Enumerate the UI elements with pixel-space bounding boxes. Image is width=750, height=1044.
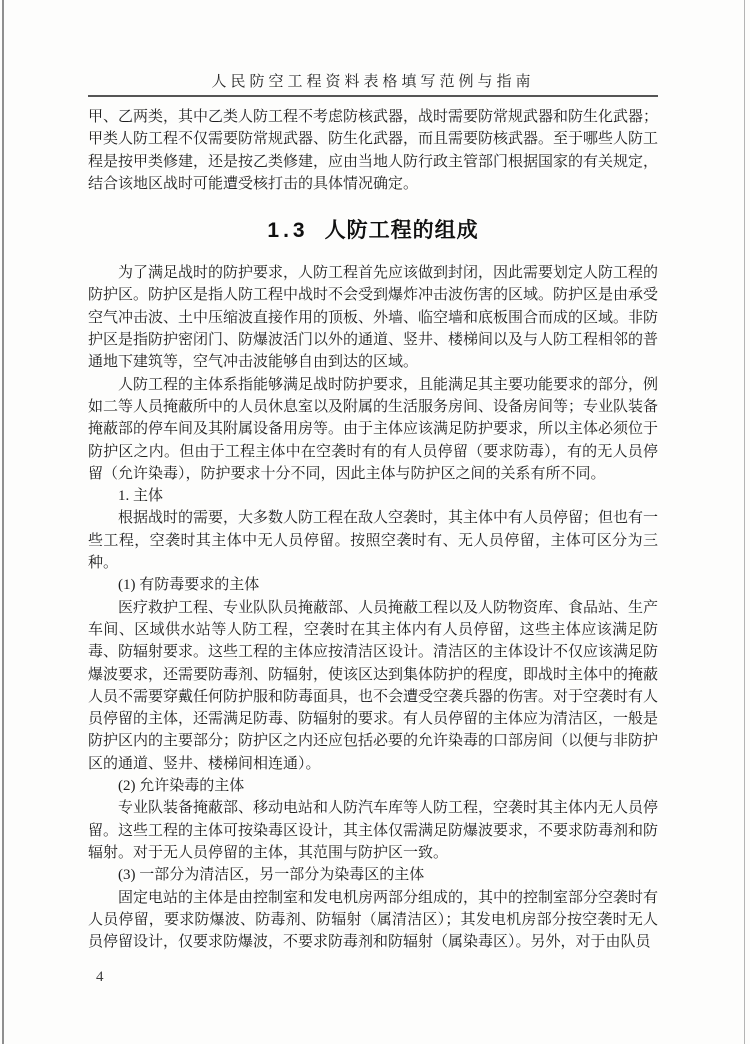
header-rule bbox=[88, 95, 658, 97]
body-paragraph: 固定电站的主体是由控制室和发电机房两部分组成的，其中的控制室部分空袭时有人员停留，要求防爆波、防毒剂、防辐射（属清洁区）；其发电机房部分按空袭时无人员停留设计，仅要求防爆波，不要求防毒剂和防辐射（属染毒区）。另外，对于由队员 bbox=[88, 889, 659, 951]
section-title: 人防工程的组成 bbox=[324, 219, 479, 243]
body-paragraph: 医疗救护工程、专业队队员掩蔽部、人员掩蔽工程以及人防物资库、食品站、生产车间、区域供水站等人防工程，空袭时在其主体内有人员停留，这些主体应该满足防毒、防辐射要求。这些工程的主体应按清洁区设计。清洁区的主体设计不仅应该满足防爆波要求，还需要防毒剂、防辐射，使该区达到集体防护的程度，即战时主体中的掩蔽人员不需要穿戴任何防护服和防毒面具，也不会遭受空袭兵器的伤害。对于空袭时有人员停留的主体，还需满足防毒、防辐射的要求。有人员停留的主体应为清洁区，一般是防护区内的主要部分；防护区之内还应包括必要的允许染毒的口部房间（以便与非防护区的通道、竖井、楼梯间相连通）。 bbox=[88, 599, 659, 772]
page-number: 4 bbox=[96, 969, 104, 985]
scan-edge-left-line bbox=[2, 0, 4, 1044]
list-subheading-item-2: (2) 允许染毒的主体 bbox=[118, 778, 245, 795]
running-header: 人民防空工程资料表格填写范例与指南 bbox=[211, 74, 535, 90]
list-subheading-item-1: (1) 有防毒要求的主体 bbox=[118, 577, 260, 594]
body-paragraph: 专业队装备掩蔽部、移动电站和人防汽车库等人防工程，空袭时其主体内无人员停留。这些工程的主体可按染毒区设计，其主体仅需满足防爆波要求，不要求防毒剂和防辐射。对于无人员停留的主体，其范围与防护区一致。 bbox=[88, 800, 659, 861]
page-content bbox=[88, 106, 658, 953]
list-subheading-item-3: (3) 一部分为清洁区，另一部分为染毒区的主体 bbox=[118, 867, 425, 884]
scan-edge-right-line bbox=[744, 0, 745, 1044]
intro-paragraph: 甲、乙两类，其中乙类人防工程不考虑防核武器，战时需要防常规武器和防生化武器；甲类人防工程不仅需要防常规武器、防生化武器，而且需要防核武器。至于哪些人防工程是按甲类修建，还是按乙类修建，应由当地人防行政主管部门根据国家的有关规定，结合该地区战时可能遭受核打击的具体情况确定。 bbox=[88, 109, 659, 192]
list-subheading-main-body: 1. 主体 bbox=[118, 488, 164, 505]
body-paragraph: 人防工程的主体系指能够满足战时防护要求，且能满足其主要功能要求的部分，例如二等人员掩蔽所中的人员休息室以及附属的生活服务房间、设备房间等；专业队装备掩蔽部的停车间及其附属设备用房等。由于主体应该满足防护要求，所以主体必须位于防护区之内。但由于工程主体中在空袭时有的有人员停留（要求防毒），有的无人员停留（允许染毒），防护要求十分不同，因此主体与防护区之间的关系有所不同。 bbox=[88, 376, 659, 482]
body-paragraph: 为了满足战时的防护要求，人防工程首先应该做到封闭，因此需要划定人防工程的防护区。防护区是指人防工程中战时不会受到爆炸冲击波伤害的区域。防护区是由承受空气冲击波、土中压缩波直接作用的顶板、外墙、临空墙和底板围合而成的区域。非防护区是指防护密闭门、防爆波活门以外的通道、竖井、楼梯间以及与人防工程相邻的普通地下建筑等，空气冲击波能够自由到达的区域。 bbox=[88, 265, 659, 371]
body-paragraph: 根据战时的需要，大多数人防工程在敌人空袭时，其主体中有人员停留；但也有一些工程，空袭时其主体中无人员停留。按照空袭时有、无人员停留，主体可区分为三种。 bbox=[88, 510, 659, 572]
section-number: 1.3 bbox=[267, 219, 309, 243]
section-heading bbox=[88, 217, 658, 245]
